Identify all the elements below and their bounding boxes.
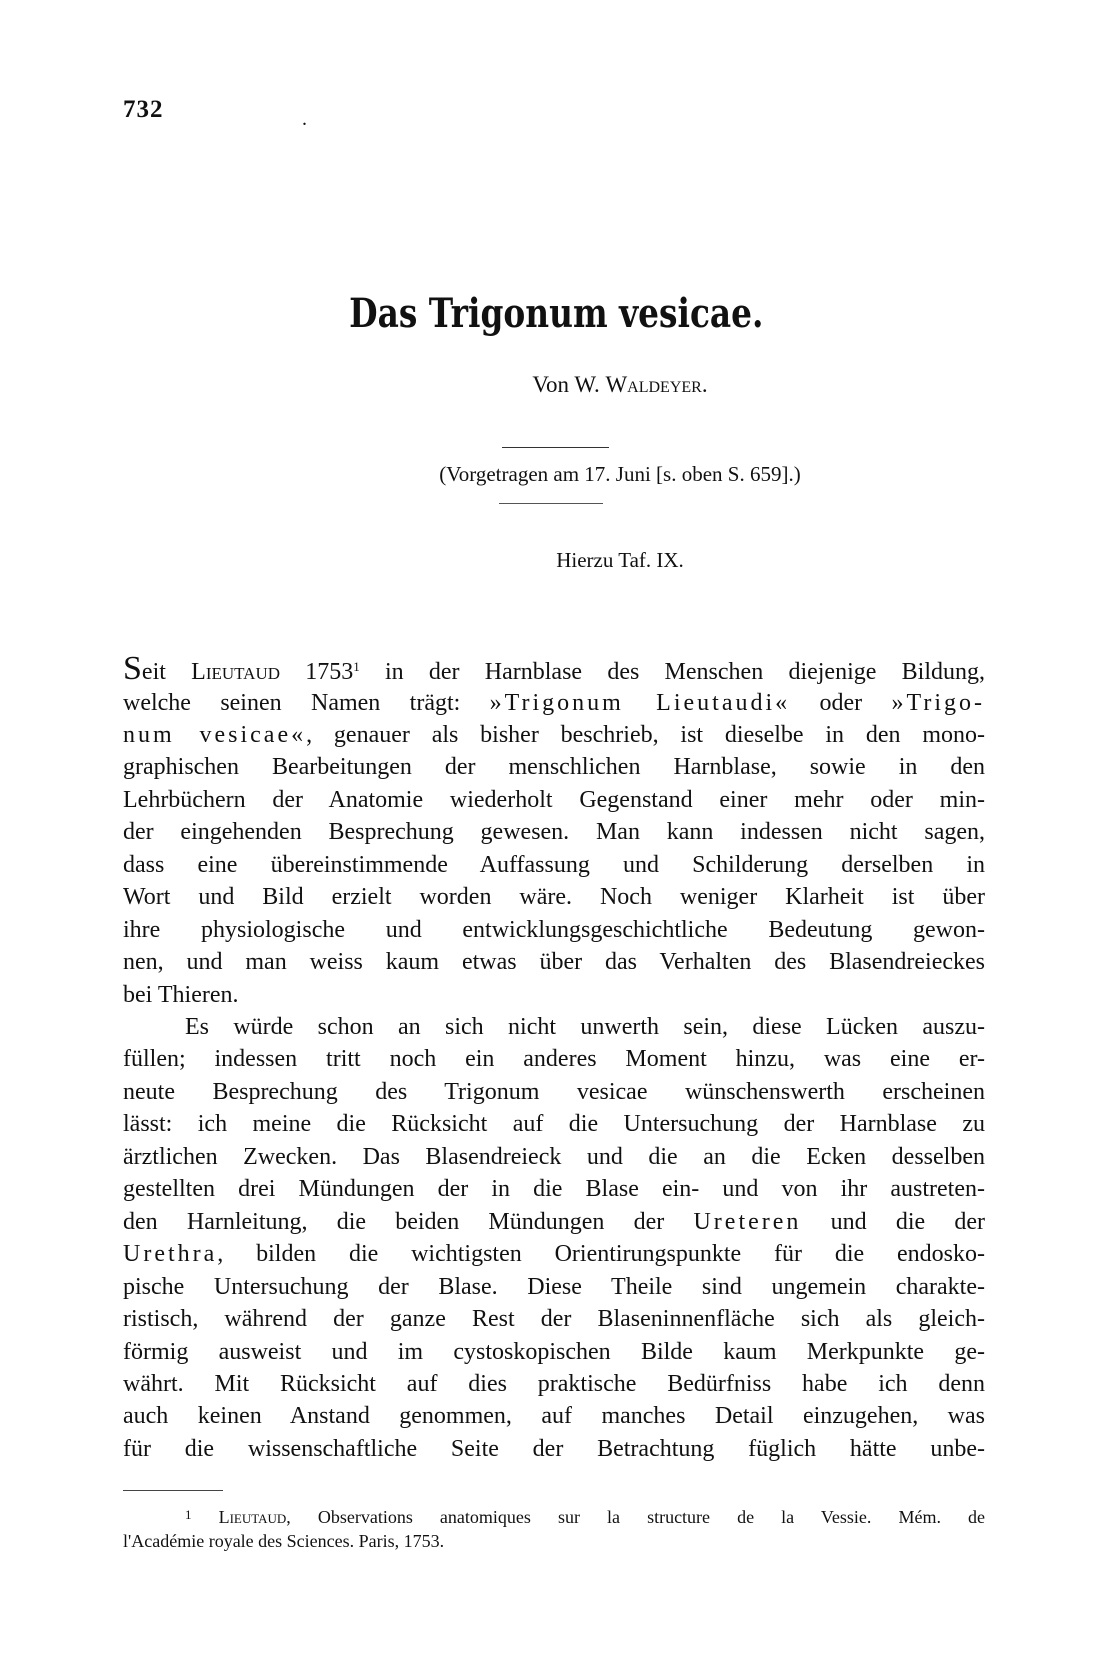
footnote-author: Lieutaud — [218, 1507, 287, 1527]
text-span: , bilden die wichtigsten Orientirungspunkte für die endosko- — [217, 1241, 985, 1267]
body-line: Wort und Bild erzielt worden wäre. Noch weniger Klarheit ist über — [123, 884, 985, 910]
body-line: Lehrbüchern der Anatomie wiederholt Gegenstand einer mehr oder min- — [123, 787, 985, 813]
term: Ureteren — [693, 1209, 802, 1235]
footnote-rule — [123, 1490, 223, 1491]
divider-rule — [499, 503, 603, 504]
text-span: oder — [790, 690, 892, 716]
footnote-ref[interactable]: 1 — [353, 659, 360, 674]
body-line — [123, 1207, 985, 1237]
body-line: gestellten drei Mündungen der in die Blase ein- und von ihr austreten- — [123, 1176, 985, 1202]
body-line — [123, 720, 985, 750]
body-line: neute Besprechung des Trigonum vesicae wünschenswerth erscheinen — [123, 1079, 985, 1105]
text-span: in der Harnblase des Menschen diejenige Bildung, — [359, 659, 985, 685]
divider-rule — [502, 447, 609, 448]
term: »Trigonum Lieutaudi« — [489, 690, 791, 716]
body-line: förmig ausweist und im cystoskopischen Bilde kaum Merkpunkte ge- — [123, 1339, 985, 1365]
byline-prefix: Von W. — [532, 372, 606, 397]
text-span: welche seinen Namen trägt: — [123, 690, 490, 716]
term: Urethra — [123, 1241, 218, 1267]
page-number: 732 — [123, 96, 164, 123]
body-line: ärztlichen Zwecken. Das Blasendreieck und die an die Ecken desselben — [123, 1144, 985, 1170]
term: »Trigo- — [891, 690, 985, 716]
text-span: , Observations anatomiques sur la structure de la Vessie. Mém. de — [286, 1507, 986, 1527]
body-line: nen, und man weiss kaum etwas über das Verhalten des Blasendreieckes — [123, 949, 985, 975]
footnote-line: l'Académie royale des Sciences. Paris, 1753. — [123, 1531, 445, 1551]
body-line — [123, 1239, 985, 1269]
body-line: währt. Mit Rücksicht auf dies praktische Bedürfniss habe ich denn — [123, 1371, 985, 1397]
body-line — [123, 688, 985, 718]
body-line: bei Thieren. — [123, 982, 239, 1008]
byline — [70, 372, 1100, 398]
footnote-marker: 1 — [185, 1507, 192, 1522]
cited-author: Lieutaud — [191, 659, 280, 685]
text-span: eit — [141, 659, 192, 685]
body-line: pische Untersuchung der Blase. Diese Theile sind ungemein charakte- — [123, 1274, 985, 1300]
text-span: , genauer als bisher beschrieb, ist dieselbe in den mono- — [306, 722, 985, 748]
body-line: der eingehenden Besprechung gewesen. Man kann indessen nicht sagen, — [123, 819, 985, 845]
body-line: ristisch, während der ganze Rest der Blaseninnenfläche sich als gleich- — [123, 1306, 985, 1332]
body-line: lässt: ich meine die Rücksicht auf die Untersuchung der Harnblase zu — [123, 1111, 985, 1137]
body-line: ihre physiologische und entwicklungsgeschichtliche Bedeutung gewon- — [123, 917, 985, 943]
body-line: auch keinen Anstand genommen, auf manches Detail einzugehen, was — [123, 1403, 985, 1429]
footnote-line — [185, 1506, 985, 1528]
body-line: Es würde schon an sich nicht unwerth sein, diese Lücken auszu- — [185, 1014, 985, 1040]
lecture-note: (Vorgetragen am 17. Juni [s. oben S. 659].) — [439, 462, 801, 486]
initial-letter: S — [123, 650, 142, 687]
body-line: füllen; indessen tritt noch ein anderes Moment hinzu, was eine er- — [123, 1046, 985, 1072]
term: num vesicae« — [123, 722, 307, 748]
body-line: für die wissenschaftliche Seite der Betrachtung füglich hätte unbe- — [123, 1436, 985, 1462]
body-line: graphischen Bearbeitungen der menschlichen Harnblase, sowie in den — [123, 754, 985, 780]
header-dot: . — [302, 108, 307, 130]
article-title: Das Trigonum vesicae. — [349, 290, 764, 337]
text-span: den Harnleitung, die beiden Mündungen der — [123, 1209, 694, 1235]
year: 1753 — [280, 659, 354, 685]
author-name: Waldeyer. — [605, 372, 708, 397]
body-line — [123, 650, 985, 687]
body-line: dass eine übereinstimmende Auffassung und Schilderung derselben in — [123, 852, 985, 878]
plate-note: Hierzu Taf. IX. — [556, 548, 684, 572]
text-span: und die der — [801, 1209, 986, 1235]
